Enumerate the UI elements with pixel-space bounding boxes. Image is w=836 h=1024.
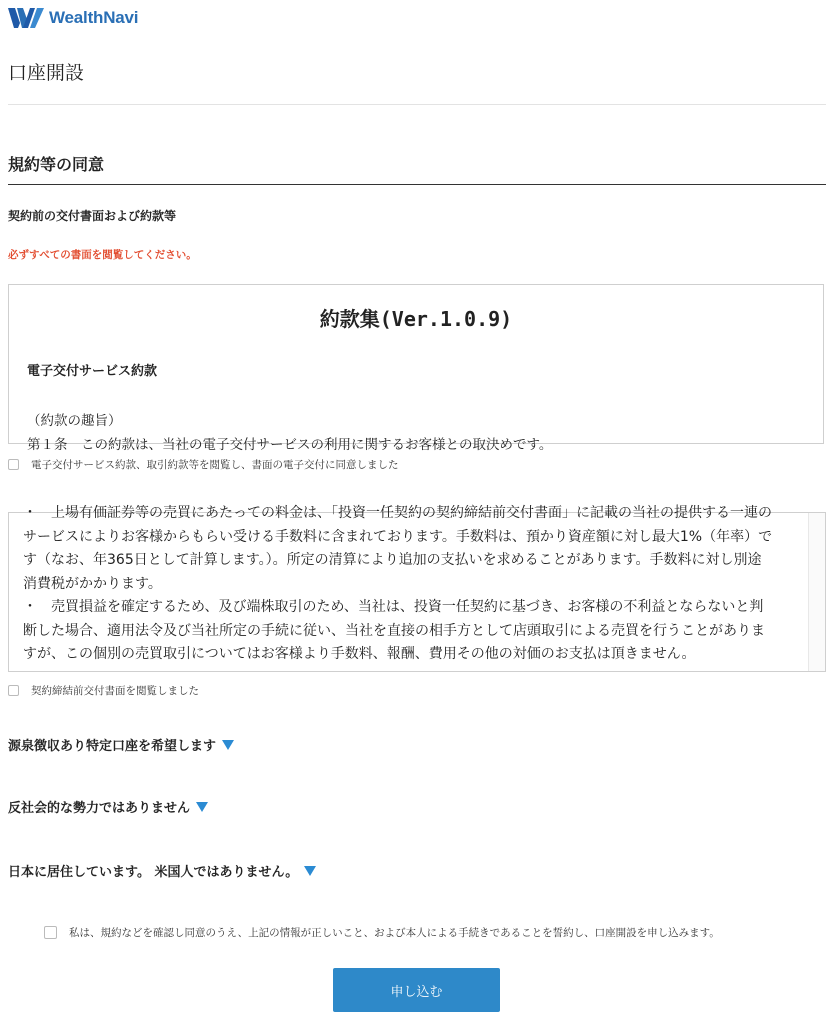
section-divider (8, 184, 826, 185)
specific-account-label: 源泉徴収あり特定口座を希望します (8, 739, 217, 754)
fee-paragraph: ・ 上場有価証券等の売買にあたっての料金は、「投資一任契約の契約締結前交付書面」に記載の当社の提供する一連のサービスによりお客様からもらい受ける手数料に含まれております。手数料は、預かり資産額に対し最大1%（年率）です（なお、年365日として計算します。）。所定の清算により追加の支払いを求めることがあります。手数料に対し別途消費税がかかります。 (23, 505, 773, 592)
brand-name: WealthNavi (49, 8, 139, 27)
otc-trade-paragraph: ・ 売買損益を確定するため、及び端株取引のため、当社は、投資一任契約に基づき、お客様の不利益とならないと判断した場合、適用法令及び当社所定の手続に従い、当社を直接の相手方として店頭取引による売買を行うことがありますが、この個別の売買取引についてはお客様より手数料、報酬、費用その他の対価のお支払は頂きません。 (23, 599, 765, 662)
specific-account-toggle[interactable] (8, 735, 234, 754)
anti-social-toggle[interactable] (8, 797, 208, 816)
triangle-down-icon (196, 802, 208, 812)
residency-label: 日本に居住しています。 米国人ではありません。 (8, 865, 299, 880)
divider (8, 104, 826, 105)
pre-contract-read-label: 契約締結前交付書面を閲覧しました (31, 685, 199, 697)
pre-contract-read-checkbox[interactable] (8, 685, 19, 696)
final-agreement-checkbox[interactable] (44, 926, 57, 939)
electronic-delivery-consent[interactable] (8, 457, 399, 472)
terms-article-text: 第１条 この約款は、当社の電子交付サービスの利用に関するお客様との取決めです。 (27, 437, 553, 453)
terms-document-title: 約款集(Ver.1.0.9) (319, 307, 513, 331)
final-agreement[interactable] (44, 925, 720, 940)
terms-article-caption: （約款の趣旨） (27, 413, 122, 429)
documents-subtitle: 契約前の交付書面および約款等 (8, 209, 177, 223)
terms-document-heading: 電子交付サービス約款 (27, 364, 158, 379)
read-all-warning: 必ずすべての書面を閲覧してください。 (8, 249, 197, 261)
section-title: 規約等の同意 (8, 155, 105, 174)
page-title: 口座開設 (8, 62, 85, 84)
final-agreement-label: 私は、規約などを確認し同意のうえ、上記の情報が正しいこと、および本人による手続きであることを誓約し、口座開設を申し込みます。 (69, 927, 720, 939)
electronic-delivery-checkbox[interactable] (8, 459, 19, 470)
terms-document-viewer[interactable] (8, 284, 824, 453)
pre-contract-read-consent[interactable] (8, 683, 199, 698)
document-scrollbar[interactable] (808, 513, 825, 671)
pre-contract-document-viewer[interactable] (8, 505, 826, 672)
wealthnavi-logo[interactable] (8, 6, 138, 30)
electronic-delivery-label: 電子交付サービス約款、取引約款等を閲覧し、書面の電子交付に同意しました (31, 459, 399, 471)
triangle-down-icon (304, 866, 316, 876)
triangle-down-icon (222, 740, 234, 750)
wealthnavi-w-icon (8, 6, 46, 30)
submit-button[interactable]: 申し込む (333, 968, 500, 1012)
residency-toggle[interactable] (8, 861, 316, 880)
anti-social-label: 反社会的な勢力ではありません (8, 801, 191, 816)
